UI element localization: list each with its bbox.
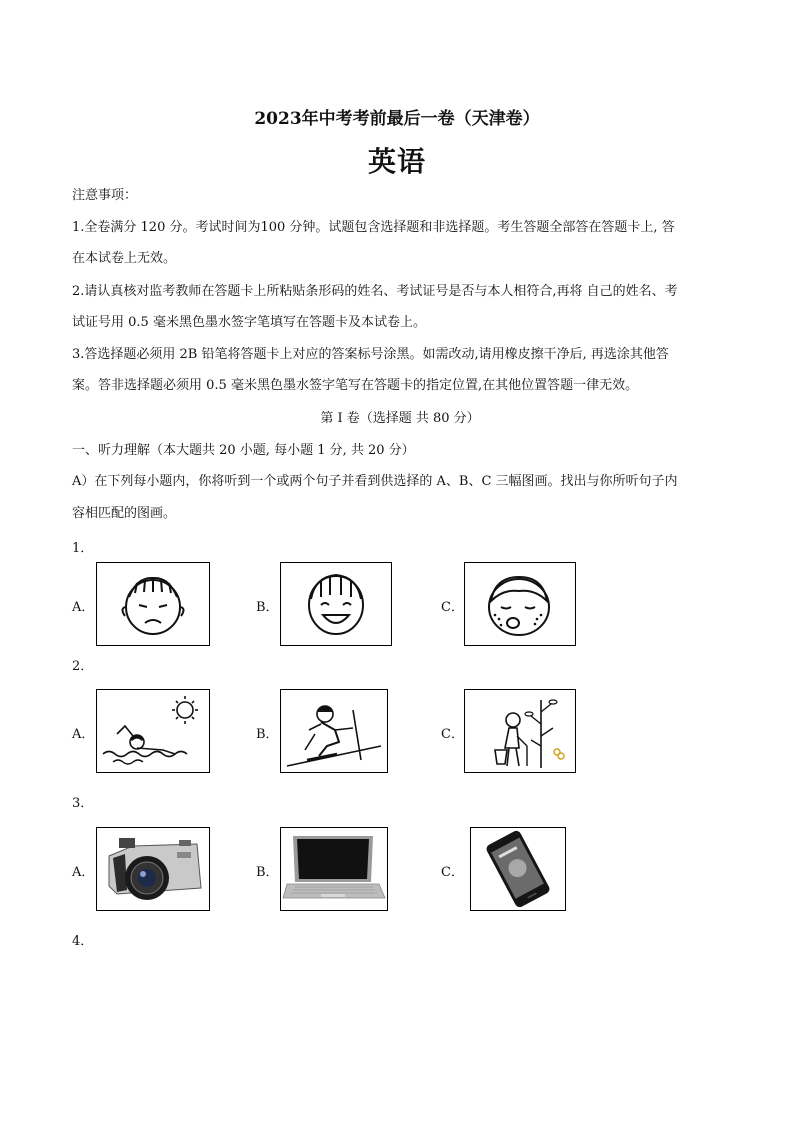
smartphone-image xyxy=(470,827,566,911)
listening-heading: 一、听力理解（本大题共 20 小题, 每小题 1 分, 共 20 分） xyxy=(72,443,415,458)
laptop-image xyxy=(280,827,388,911)
subject-title: 英语 xyxy=(367,145,426,178)
notice-line-6: 案。答非选择题必须用 0.5 毫米黑色墨水签字笔写在答题卡的指定位置,在其他位置答题一律无效。 xyxy=(72,378,639,393)
planting-tree-image xyxy=(464,689,576,773)
sad-face-icon xyxy=(97,563,209,645)
smartphone-icon xyxy=(471,828,565,910)
happy-face-image xyxy=(280,562,392,646)
skiing-image xyxy=(280,689,388,773)
question-number-1: 1． xyxy=(72,541,94,556)
option-label-3a: A． xyxy=(72,865,95,880)
camera-icon xyxy=(97,828,209,910)
option-label-1a: A． xyxy=(72,600,95,615)
swimming-image xyxy=(96,689,210,773)
sad-face-image xyxy=(96,562,210,646)
sick-face-image xyxy=(464,562,576,646)
camera-image xyxy=(96,827,210,911)
swimming-icon xyxy=(97,690,209,772)
notice-heading: 注意事项： xyxy=(72,188,138,203)
notice-line-2: 在本试卷上无效。 xyxy=(72,251,177,266)
question-number-4: 4． xyxy=(72,934,94,949)
question-number-2: 2． xyxy=(72,659,94,674)
option-label-2c: C． xyxy=(441,727,464,742)
option-label-3c: C． xyxy=(441,865,464,880)
option-label-1b: B． xyxy=(256,600,279,615)
part-title: 第 I 卷（选择题 共 80 分） xyxy=(320,411,480,426)
notice-line-5: 3.答选择题必须用 2B 铅笔将答题卡上对应的答案标号涂黑。如需改动,请用橡皮擦干净后, 再选涂其他答 xyxy=(72,347,669,362)
question-number-3: 3． xyxy=(72,796,94,811)
laptop-icon xyxy=(281,828,387,910)
skiing-icon xyxy=(281,690,387,772)
notice-line-1: 1.全卷满分 120 分。考试时间为100 分钟。试题包含选择题和非选择题。考生答题全部答在答题卡上, 答 xyxy=(72,220,675,235)
notice-line-3: 2.请认真核对监考教师在答题卡上所粘贴条形码的姓名、考试证号是否与本人相符合,再将 自己的姓名、考 xyxy=(72,284,678,299)
exam-title: 2023年中考考前最后一卷（天津卷） xyxy=(254,109,540,129)
option-label-2b: B． xyxy=(256,727,279,742)
instruction-line-2: 容相匹配的图画。 xyxy=(72,506,177,521)
happy-face-icon xyxy=(281,563,391,645)
sick-face-icon xyxy=(465,563,575,645)
instruction-line-1: A）在下列每小题内，你将听到一个或两个句子并看到供选择的 A、B、C 三幅图画。找出与你所听句子内 xyxy=(72,474,678,489)
option-label-1c: C． xyxy=(441,600,464,615)
option-label-2a: A． xyxy=(72,727,95,742)
notice-line-4: 试证号用 0.5 毫米黑色墨水签字笔填写在答题卡及本试卷上。 xyxy=(72,315,426,330)
option-label-3b: B． xyxy=(256,865,279,880)
planting-tree-icon xyxy=(465,690,575,772)
